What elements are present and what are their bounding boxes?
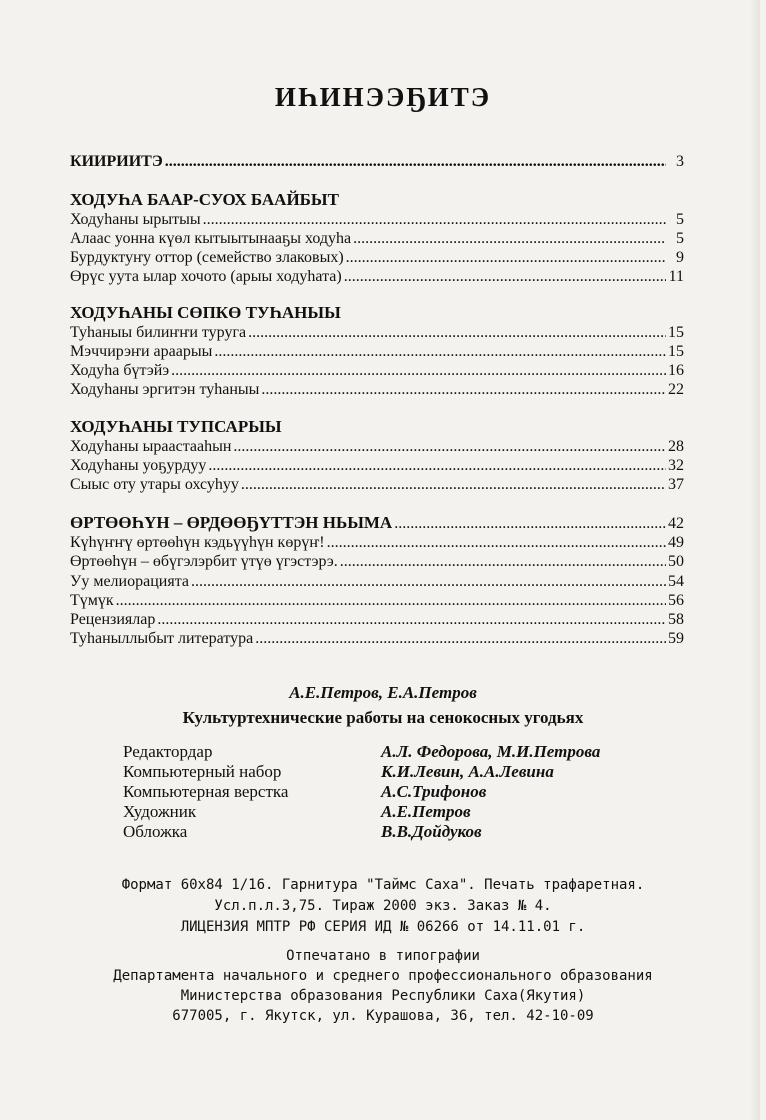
toc-intro-row (70, 152, 684, 172)
toc-page: 56 (668, 592, 684, 609)
toc-page: 37 (668, 476, 684, 493)
dot-leader (261, 380, 666, 400)
credit-name: А.Е.Петров (381, 802, 471, 821)
authors: А.Е.Петров, Е.А.Петров (289, 683, 477, 702)
credit-role: Обложка (123, 822, 188, 841)
credit-role: Компьютерная верстка (123, 782, 289, 801)
toc-page: 32 (668, 457, 684, 474)
toc-label: Өрүс уута ылар хочото (арыы ходуһата) (70, 268, 342, 285)
dot-leader (208, 456, 666, 476)
toc-row (70, 591, 684, 611)
imprint-line: Департамента начального и среднего профессионального образования (113, 968, 653, 984)
dot-leader (255, 629, 666, 649)
toc-page: 54 (668, 573, 684, 590)
book-title: Культуртехнические работы на сенокосных угодьях (182, 708, 584, 727)
toc-page: 28 (668, 438, 684, 455)
toc-row (70, 629, 684, 649)
dot-leader (191, 572, 666, 592)
toc-row (70, 552, 684, 572)
dot-leader (248, 323, 666, 343)
toc-label: Туһаныллыбыт литература (70, 630, 254, 647)
credit-name: А.Л. Федорова, М.И.Петрова (381, 742, 601, 761)
credit-name: А.С.Трифонов (381, 782, 487, 801)
credit-role: Редактордар (123, 742, 213, 761)
toc-row (70, 533, 684, 553)
dot-leader (233, 437, 666, 457)
toc-label: Ходуһаны ырытыы (70, 211, 201, 228)
toc-page: 15 (668, 343, 684, 360)
toc-row (70, 572, 684, 592)
contents-title: ИҺИНЭЭҔИТЭ (274, 82, 492, 112)
section-heading: ХОДУҺА БААР-СУОХ БААЙБЫТ (70, 190, 339, 209)
toc-label: Рецензиялар (70, 611, 156, 628)
toc-label: Сыыс оту утары охсуһуу (70, 476, 239, 493)
toc-row (70, 229, 684, 249)
dot-leader (157, 610, 666, 630)
toc-label: Бурдуктуҥу оттор (семейство злаковых) (70, 249, 344, 266)
toc-page: 58 (668, 611, 684, 628)
toc-page: 15 (668, 324, 684, 341)
toc-page: 9 (676, 249, 684, 266)
dot-leader (340, 552, 666, 572)
credit-role: Художник (123, 802, 197, 821)
toc-label: Алаас уонна күөл кытыытынааҕы ходуһа (70, 230, 352, 247)
toc-row (70, 342, 684, 362)
dot-leader (344, 267, 666, 287)
section-heading: ӨРТӨӨҺҮН – ӨРДӨӨҔҮТТЭН НЬЫМА (70, 513, 393, 532)
toc-page: 5 (676, 211, 684, 228)
toc-row (70, 437, 684, 457)
toc-page: 59 (668, 630, 684, 647)
toc-label: Ходуһа бүтэйэ (70, 362, 170, 379)
toc-row (70, 610, 684, 630)
toc-page: 3 (676, 153, 684, 170)
dot-leader (165, 152, 666, 172)
dot-leader (116, 591, 666, 611)
dot-leader (353, 229, 666, 249)
section-heading: ХОДУҺАНЫ СӨПКӨ ТУҺАНЫЫ (70, 303, 341, 322)
imprint-line: Усл.п.л.3,75. Тираж 2000 экз. Заказ № 4. (214, 898, 552, 914)
toc-label: Уу мелиорацията (70, 573, 189, 590)
toc-page: 50 (668, 553, 684, 570)
imprint-line: ЛИЦЕНЗИЯ МПТР РФ СЕРИЯ ИД № 06266 от 14.11.01 г. (180, 919, 586, 935)
toc-page: 49 (668, 534, 684, 551)
dot-leader (214, 342, 666, 362)
toc-label: Мэччирэҥи араарыы (70, 343, 213, 360)
toc-label: Түмүк (70, 592, 114, 609)
toc-label: КИИРИИТЭ (70, 153, 163, 170)
imprint-line: 677005, г. Якутск, ул. Курашова, 36, тел. 42-10-09 (172, 1008, 594, 1024)
toc-label: Ходуһаны эргитэн туһаныы (70, 381, 260, 398)
section-heading-row (70, 513, 684, 533)
section-heading: ХОДУҺАНЫ ТУПСАРЫЫ (70, 417, 282, 436)
toc-page: 5 (676, 230, 684, 247)
imprint-line: Формат 60х84 1/16. Гарнитура "Таймс Саха". Печать трафаретная. (121, 877, 645, 893)
toc-label: Туһаныы билиҥҥи туруга (70, 324, 247, 341)
toc-label: Ходуһаны уоҕурдуу (70, 457, 207, 474)
dot-leader (394, 514, 666, 534)
dot-leader (346, 248, 666, 268)
toc-row (70, 248, 684, 268)
toc-label: Күһүҥҥү өртөөһүн кэдьүүһүн көрүҥ! (70, 534, 325, 551)
page-edge-shadow (750, 0, 760, 1120)
toc-row (70, 210, 684, 230)
toc-label: Ходуһаны ыраастааһын (70, 438, 232, 455)
dot-leader (171, 361, 666, 381)
dot-leader (241, 475, 666, 495)
toc-page: 16 (668, 362, 684, 379)
dot-leader (327, 533, 666, 553)
toc-row (70, 380, 684, 400)
toc-row (70, 456, 684, 476)
credit-name: В.В.Дойдуков (381, 822, 482, 841)
dot-leader (203, 210, 666, 230)
credit-name: К.И.Левин, А.А.Левина (381, 762, 554, 781)
imprint-line: Министерства образования Республики Саха(Якутия) (180, 988, 586, 1004)
toc-row (70, 475, 684, 495)
toc-page: 22 (668, 381, 684, 398)
toc-row (70, 361, 684, 381)
toc-row (70, 323, 684, 343)
toc-page: 11 (668, 268, 684, 285)
toc-page: 42 (668, 515, 684, 532)
imprint-line: Отпечатано в типографии (286, 948, 480, 964)
toc-label: Өртөөһүн – өбүгэлэрбит үтүө үгэстэрэ. (70, 553, 338, 570)
toc-row (70, 267, 684, 287)
credit-role: Компьютерный набор (123, 762, 282, 781)
